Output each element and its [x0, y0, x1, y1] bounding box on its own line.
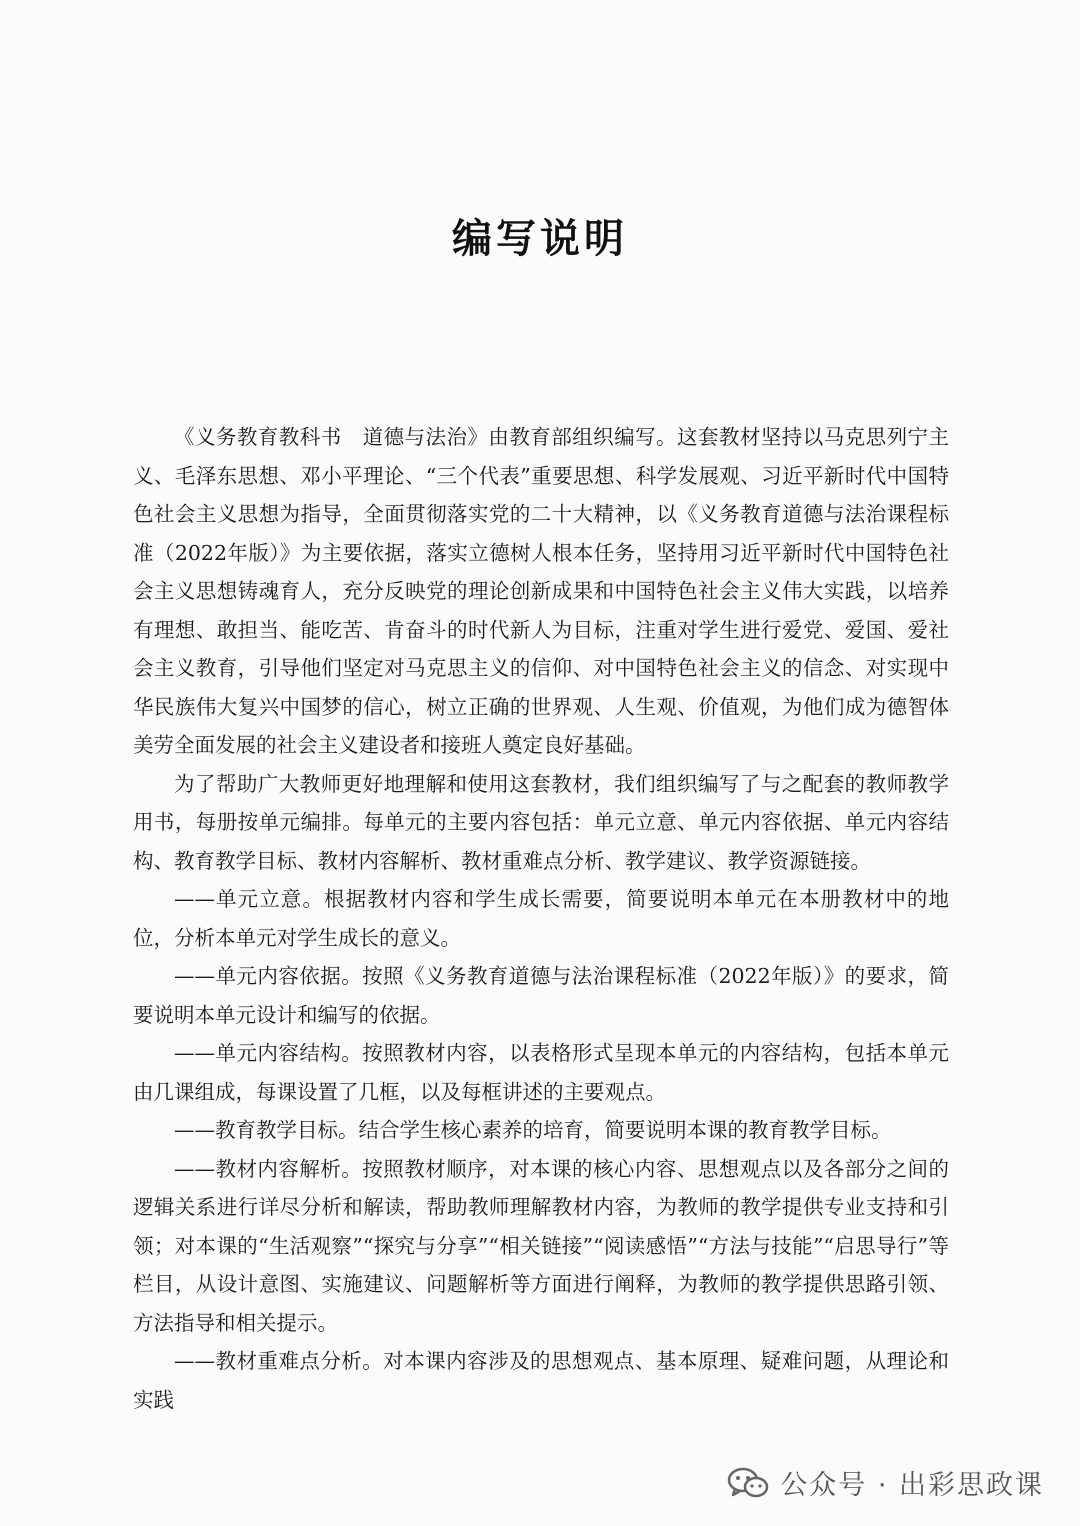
watermark [726, 1463, 1044, 1502]
paragraph: 《义务教育教科书 道德与法治》由教育部组织编写。这套教材坚持以马克思列宁主义、毛泽东思想、邓小平理论、“三个代表”重要思想、科学发展观、习近平新时代中国特色社会主义思想为指导，全面贯彻落实党的二十大精神，以《义务教育道德与法治课程标准（2022年版）》为主要依据，落实立德树人根本任务，坚持用习近平新时代中国特色社会主义思想铸魂育人，充分反映党的理论创新成果和中国特色社会主义伟大实践，以培养有理想、敢担当、能吃苦、肯奋斗的时代新人为目标，注重对学生进行爱党、爱国、爱社会主义教育，引导他们坚定对马克思主义的信仰、对中国特色社会主义的信念、对实现中华民族伟大复兴中国梦的信心，树立正确的世界观、人生观、价值观，为他们成为德智体美劳全面发展的社会主义建设者和接班人奠定良好基础。 [133, 425, 949, 757]
watermark-text: 公众号 · 出彩思政课 [780, 1470, 1044, 1501]
paragraph: 为了帮助广大教师更好地理解和使用这套教材，我们组织编写了与之配套的教师教学用书，每册按单元编排。每单元的主要内容包括：单元立意、单元内容依据、单元内容结构、教育教学目标、教材内容解析、教材重难点分析、教学建议、教学资源链接。 [133, 771, 949, 873]
paragraph: ——单元内容依据。按照《义务教育道德与法治课程标准（2022年版）》的要求，简要说明本单元设计和编写的依据。 [133, 964, 949, 1027]
paragraph: ——单元立意。根据教材内容和学生成长需要，简要说明本单元在本册教材中的地位，分析本单元对学生成长的意义。 [133, 887, 949, 950]
paragraph: ——单元内容结构。按照教材内容，以表格形式呈现本单元的内容结构，包括本单元由几课组成，每课设置了几框，以及每框讲述的主要观点。 [133, 1041, 949, 1104]
paragraph: ——教材重难点分析。对本课内容涉及的思想观点、基本原理、疑难问题，从理论和实践 [133, 1349, 949, 1412]
page-title: 编写说明 [452, 214, 628, 262]
paragraph: ——教材内容解析。按照教材顺序，对本课的核心内容、思想观点以及各部分之间的逻辑关系进行详尽分析和解读，帮助教师理解教材内容，为教师的教学提供专业支持和引领；对本课的“生活观察”“探究与分享”“相关链接”“阅读感悟”“方法与技能”“启思导行”等栏目，从设计意图、实施建议、问题解析等方面进行阐释，为教师的教学提供思路引领、方法指导和相关提示。 [133, 1156, 949, 1335]
body-text [133, 418, 949, 1419]
paragraph: ——教育教学目标。结合学生核心素养的培育，简要说明本课的教育教学目标。 [174, 1118, 892, 1142]
wechat-icon [726, 1465, 770, 1501]
